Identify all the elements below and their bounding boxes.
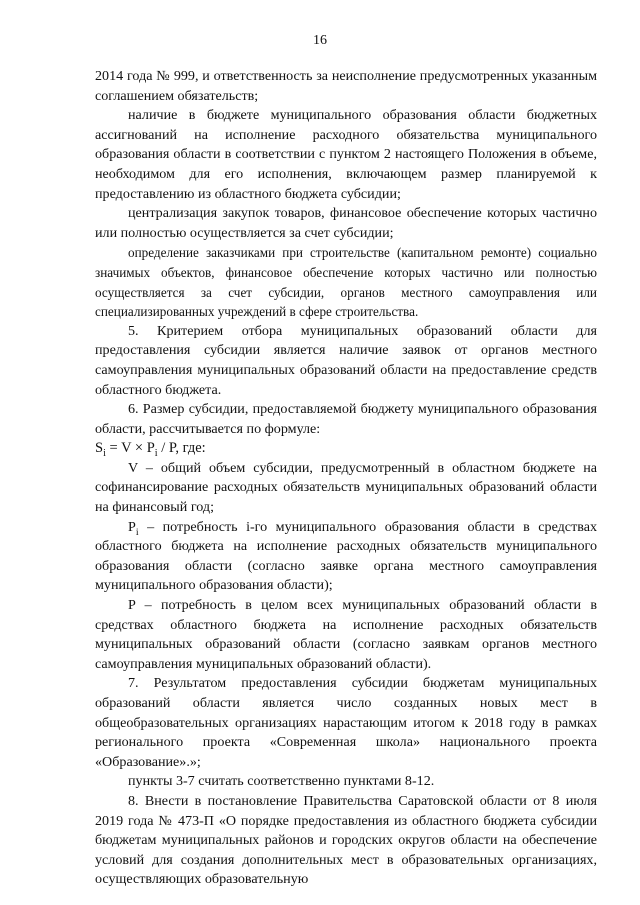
paragraph-amendment: 8. Внести в постановление Правительства Саратовской области от 8 июля 2019 года № 473-П «О порядке предоставления из областного бюджета субсидии бюджетам муниципальных районов и городских округов области на обеспечение условий для создания дополнительных мест в образовательных организациях, осуществляющих образовательную [95,792,597,888]
definition-v: V – общий объем субсидии, предусмотренный в областном бюджете на софинансирование расходных обязательств муниципальных образований области на финансовый год; [95,459,597,516]
formula-s-subscript: i [103,448,106,460]
paragraph-renumbering: пункты 3-7 считать соответственно пунктами 8-12. [128,773,435,790]
formula-middle: = V × P [105,440,155,457]
paragraph-subsidy-size: 6. Размер субсидии, предоставляемой бюджету муниципального образования области, рассчитывается по формуле: [95,401,597,437]
paragraph-procurement: централизация закупок товаров, финансовое обеспечение которых частично или полностью осуществляется за счет субсидии; [95,205,597,241]
subsidy-formula [95,439,597,459]
page-number: 16 [313,33,327,48]
formula-right: / P, где: [157,440,206,457]
paragraph-result: 7. Результатом предоставления субсидии бюджетам муниципальных образований области является число созданных новых мест в общеобразовательных организациях нарастающим итогом к 2018 году в рамках регионального проекта «Современная школа» национального проекта «Образование».»; [95,675,597,770]
definition-pi [95,518,597,596]
formula-s: S [95,440,104,457]
paragraph-continuation: 2014 года № 999, и ответственность за неисполнение предусмотренных указанным соглашением обязательств; [95,68,597,104]
definition-p: P – потребность в целом всех муниципальных образований области в средствах областного бюджета на исполнение расходных обязательств муниципальных образований области (согласно заявкам органов местного самоуправления муниципальных образований области). [95,597,597,672]
definition-pi-symbol: P [128,518,136,535]
paragraph-customers: определение заказчиками при строительстве (капитальном ремонте) социально значимых объектов, финансовое обеспечение которых частично или полностью осуществляется за счет субсидии, органов местного самоуправления или специализированных учреждений в сфере строительства. [95,245,597,320]
definition-pi-subscript: i [135,526,139,538]
paragraph-selection-criterion: 5. Критерием отбора муниципальных образований области для предоставления субсидии является наличие заявок от органов местного самоуправления муниципальных образований области на предоставление средств областного бюджета. [95,322,597,398]
definition-pi-text: – потребность i-го муниципального образования области в средствах областного бюджета на исполнение расходных обязательств муниципального образования области (согласно заявке органа местного самоуправления муниципального образования области); [95,518,597,594]
paragraph-budget-allocations: наличие в бюджете муниципального образования области бюджетных ассигнований на исполнение расходного обязательства муниципального образования области в соответствии с пунктом 2 настоящего Положения в объеме, необходимом для его исполнения, включающем размер планируемой к предоставлению из областного бюджета субсидии; [95,107,597,202]
document-body [95,67,597,890]
formula-p-subscript: i [154,448,158,460]
